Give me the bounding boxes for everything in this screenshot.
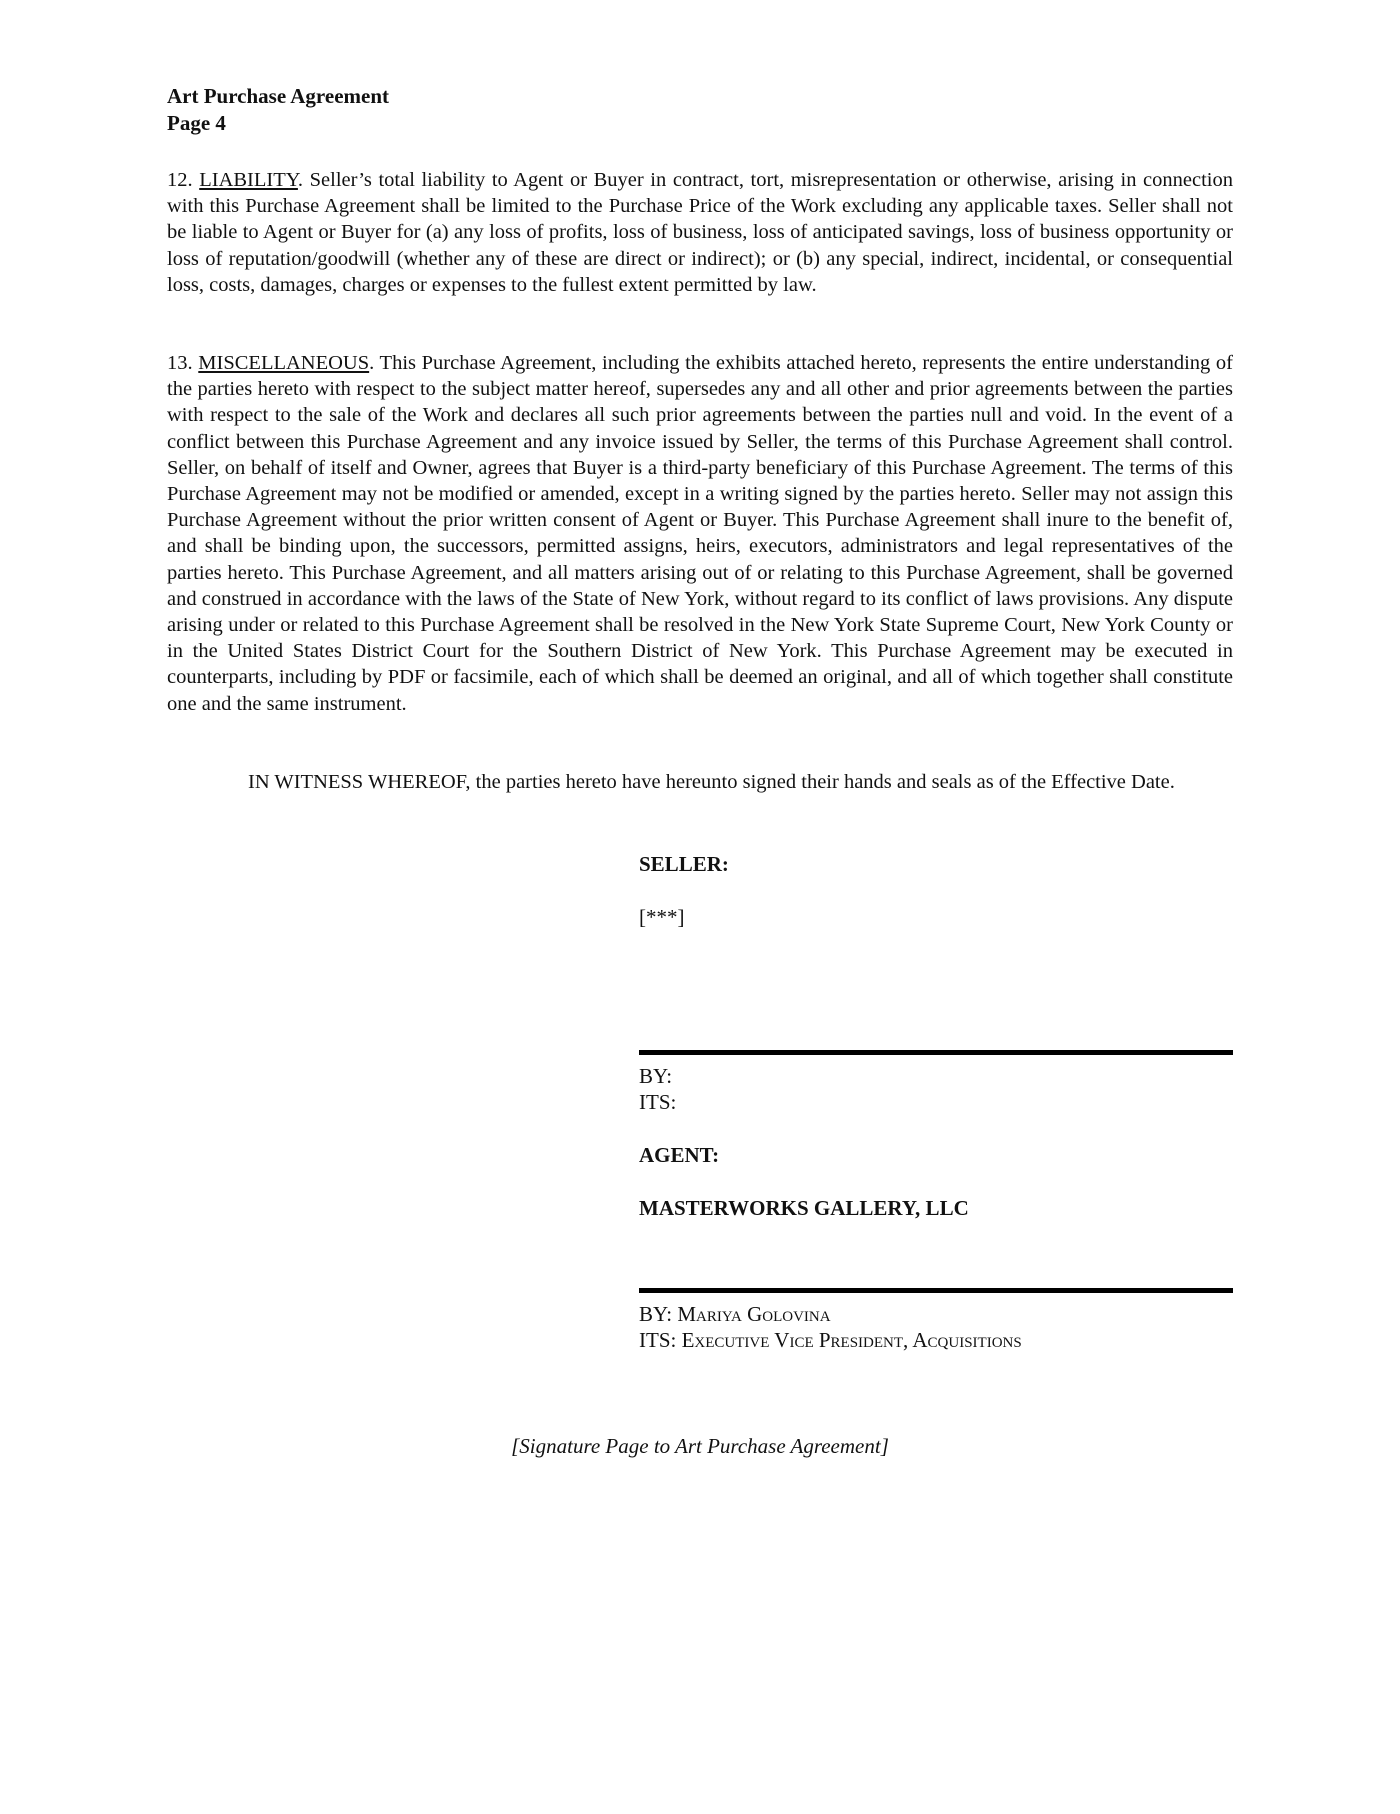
agent-by-line [639, 1301, 1233, 1328]
page-header [167, 83, 389, 137]
section-12-liability [167, 167, 1233, 298]
section-12-text: . Seller’s total liability to Agent or Buyer in contract, tort, misrepresentation or otherwise, arising in connection with this Purchase Agreement shall be limited to the Purchase Price of the Work excluding any applicable taxes. Seller shall not be liable to Agent or Buyer for (a) any loss of profits, loss of business, loss of anticipated savings, loss of business opportunity or loss of reputation/goodwill (whether any of these are direct or indirect); or (b) any special, indirect, incidental, or consequential loss, costs, damages, charges or expenses to the fullest extent permitted by law. [167, 169, 1233, 296]
agent-signer-title: Executive Vice President, Acquisitions [681, 1328, 1022, 1352]
page-number: Page 4 [167, 111, 226, 135]
section-13-heading: MISCELLANEOUS [198, 352, 370, 374]
seller-its-line: ITS: [639, 1090, 677, 1114]
signature-page-footer: [Signature Page to Art Purchase Agreement] [511, 1434, 889, 1458]
agent-signature-line [639, 1288, 1233, 1293]
section-13-text: . This Purchase Agreement, including the exhibits attached hereto, represents the entire understanding of the parties hereto with respect to the subject matter hereof, supersedes any and all other and prior agreements between the parties with respect to the sale of the Work and declares all such prior agreements between the parties null and void. In the event of a conflict between this Purchase Agreement and any invoice issued by Seller, the terms of this Purchase Agreement shall control. Seller, on behalf of itself and Owner, agrees that Buyer is a third-party beneficiary of this Purchase Agreement. The terms of this Purchase Agreement may not be modified or amended, except in a writing signed by the parties hereto. Seller may not assign this Purchase Agreement without the prior written consent of Agent or Buyer. This Purchase Agreement shall inure to the benefit of, and shall be binding upon, the successors, permitted assigns, heirs, executors, administrators and legal representatives of the parties hereto. This Purchase Agreement, and all matters arising out of or relating to this Purchase Agreement, shall be governed and construed in accordance with the laws of the State of New York, without regard to its conflict of laws provisions. Any dispute arising under or related to this Purchase Agreement shall be resolved in the New York State Supreme Court, New York County or in the United States District Court for the Southern District of New York. This Purchase Agreement may be executed in counterparts, including by PDF or facsimile, each of which shall be deemed an original, and all of which together shall constitute one and the same instrument. [167, 352, 1234, 715]
agent-by-label: BY: [639, 1302, 678, 1326]
section-12-heading: LIABILITY [199, 169, 298, 191]
seller-by-line: BY: [639, 1064, 673, 1088]
section-12-number: 12. [167, 169, 193, 191]
document-title: Art Purchase Agreement [167, 84, 389, 108]
witness-clause [167, 769, 1233, 795]
section-13-paragraph [167, 350, 1233, 717]
agent-company: MASTERWORKS GALLERY, LLC [639, 1196, 969, 1220]
section-13-miscellaneous [167, 350, 1233, 717]
agent-label: AGENT: [639, 1143, 720, 1167]
seller-signature-line [639, 1050, 1233, 1055]
witness-text: IN WITNESS WHEREOF, the parties hereto have hereunto signed their hands and seals as of the Effective Date. [248, 771, 1175, 793]
agent-its-line [639, 1327, 1233, 1354]
agent-signer-name: Mariya Golovina [677, 1302, 831, 1326]
section-12-paragraph [167, 167, 1233, 298]
section-13-number: 13. [167, 352, 193, 374]
agent-its-label: ITS: [639, 1328, 682, 1352]
seller-name: [***] [639, 905, 685, 929]
seller-label: SELLER: [639, 852, 729, 876]
